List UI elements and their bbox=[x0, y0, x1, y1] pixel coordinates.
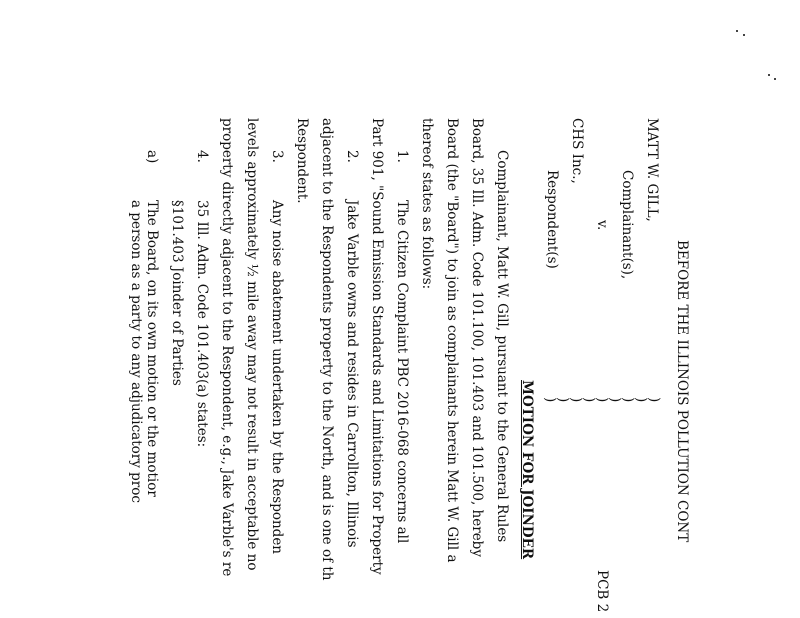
complainant-role: Complainant(s), bbox=[619, 170, 635, 280]
paragraph-line: property directly adjacent to the Respondent, e.g., Jake Varble's re bbox=[219, 118, 235, 577]
paragraph-number: 1. bbox=[394, 150, 410, 163]
scan-speck bbox=[743, 34, 745, 36]
paragraph-line: Any noise abatement undertaken by the Responden bbox=[269, 200, 285, 554]
document-heading: BEFORE THE ILLINOIS POLLUTION CONT bbox=[674, 240, 690, 543]
caption-brackets: ) ) ) ) ) ) ) ) ) bbox=[542, 397, 662, 403]
scan-speck bbox=[736, 30, 738, 32]
respondent-name: CHS Inc., bbox=[569, 118, 585, 184]
quote-line: The Board, on its own motion or the motior bbox=[144, 200, 160, 497]
quote-section-title: §101.403 Joinder of Parties bbox=[169, 200, 185, 386]
paragraph-line: adjacent to the Respondents property to the North, and is one of th bbox=[319, 118, 335, 581]
paragraph-number: 4. bbox=[194, 150, 210, 163]
paragraph-number: 2. bbox=[344, 150, 360, 163]
intro-line: thereof states as follows: bbox=[419, 118, 435, 290]
intro-line: Board, 35 Ill. Adm. Code 101.100, 101.403 and 101.500, hereby bbox=[469, 118, 485, 557]
case-number: PCB 2 bbox=[594, 570, 610, 613]
quote-line: a person as a party to any adjudicatory proc bbox=[128, 200, 144, 503]
intro-line: Complainant, Matt W. Gill, pursuant to the General Rules bbox=[494, 150, 510, 543]
scan-speck bbox=[774, 78, 776, 80]
intro-line: Board (the "Board") to join as complainants herein Matt W. Gill a bbox=[444, 118, 460, 563]
scan-speck bbox=[768, 74, 770, 76]
respondent-role: Respondent(s) bbox=[544, 170, 560, 269]
paragraph-line: The Citizen Complaint PBC 2016-068 concerns all bbox=[394, 200, 410, 544]
paragraph-number: 3. bbox=[269, 150, 285, 163]
paragraph-line: levels approximately ½ mile away may not result in acceptable no bbox=[244, 118, 260, 571]
paragraph-line: Jake Varble owns and resides in Carrollton, Illinois bbox=[344, 200, 360, 548]
motion-title: MOTION FOR JOINDER bbox=[519, 380, 535, 560]
versus-label: v. bbox=[594, 220, 610, 231]
complainant-name: MATT W. GILL, bbox=[644, 118, 660, 222]
paragraph-line: 35 Ill. Adm. Code 101.403(a) states: bbox=[194, 200, 210, 448]
quote-item-label: a) bbox=[144, 150, 160, 164]
paragraph-line: Respondent. bbox=[294, 118, 310, 204]
paragraph-line: Part 901, "Sound Emission Standards and Limitations for Property bbox=[369, 118, 385, 575]
